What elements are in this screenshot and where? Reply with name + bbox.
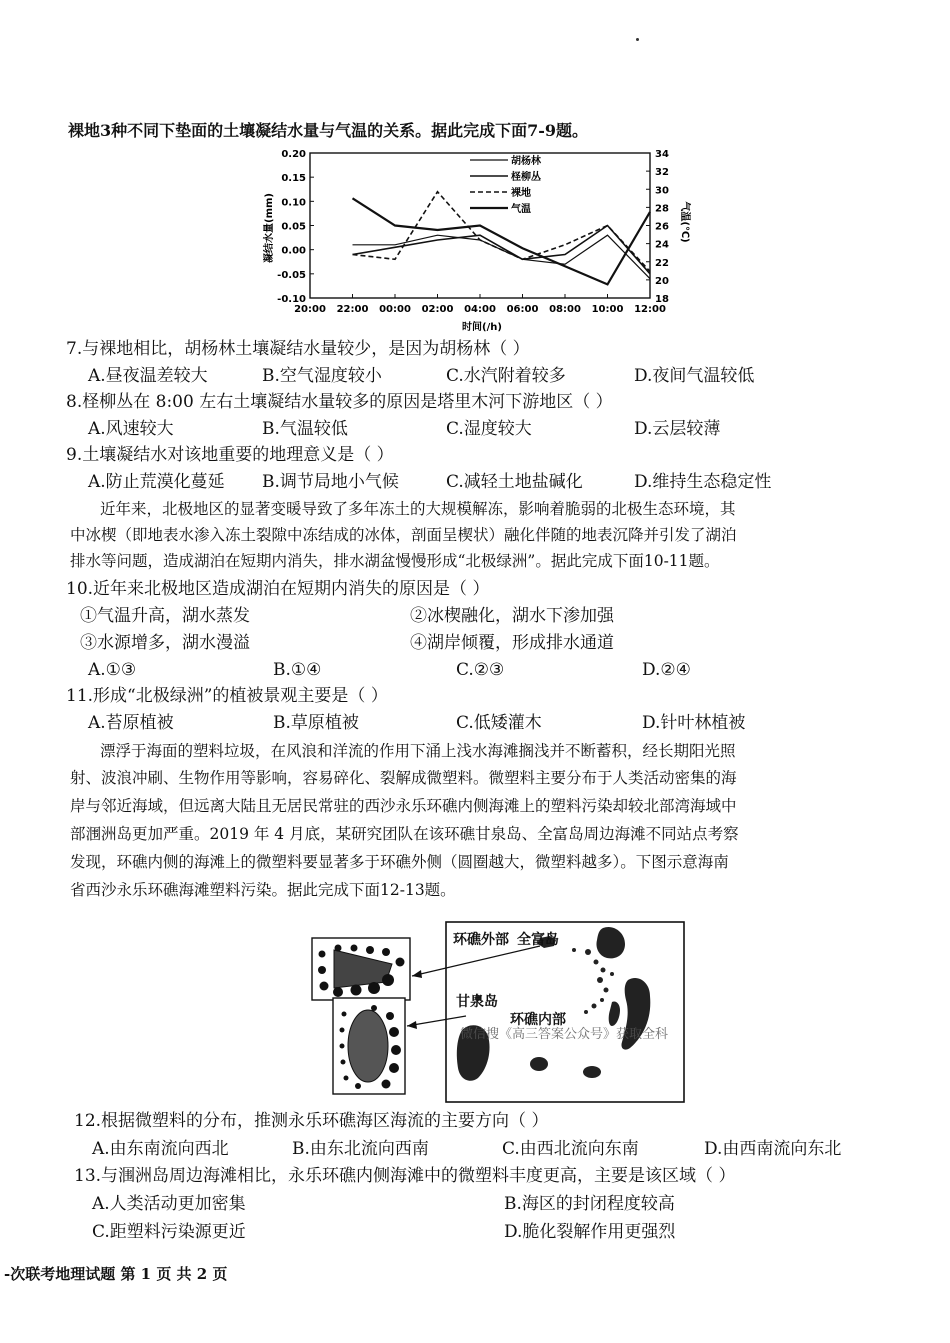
passage3-line2: 射、波浪冲刷、生物作用等影响，容易碎化、裂解成微塑料。微塑料主要分布于人类活动密集的海 [70,769,737,787]
q7-option-c[interactable]: C.水汽附着较多 [446,366,566,386]
series-line-胡杨林 [353,235,651,279]
x-tick-label: 12:00 [634,304,666,315]
y-left-tick-label: 0.20 [281,149,306,160]
q9-option-a[interactable]: A.防止荒漠化蔓延 [88,472,225,492]
condensation-chart [0,0,950,340]
atoll-map [0,910,950,1110]
q10-statement-1: ①气温升高，湖水蒸发 [80,606,250,626]
q11-option-d[interactable]: D.针叶林植被 [642,713,746,733]
label-inner-reef: 环礁内部 [510,1012,566,1028]
q8-option-c[interactable]: C.湿度较大 [446,419,532,439]
passage3-line5: 发现，环礁内侧的海滩上的微塑料要显著多于环礁外侧（圆圈越大，微塑料越多）。下图示意海南 [70,853,729,871]
q11-option-b[interactable]: B.草原植被 [273,713,359,733]
q8-option-a[interactable]: A.风速较大 [88,419,174,439]
atoll-south-islet-1 [530,1057,548,1071]
q10-statement-2: ②冰楔融化，湖水下渗加强 [410,606,614,626]
q10-option-d[interactable]: D.②④ [642,660,691,680]
page-footer: -次联考地理试题 第 1 页 共 2 页 [4,1265,228,1283]
inset-ganquan-island [348,1010,388,1082]
watermark: 微信搜《高三答案公众号》获取全科 [460,1027,669,1042]
q11-option-c[interactable]: C.低矮灌木 [456,713,542,733]
q10-option-a[interactable]: A.①③ [88,660,137,680]
label-outer-reef: 环礁外部 [453,932,509,948]
atoll-south-islet-2 [583,1066,601,1078]
q10-option-b[interactable]: B.①④ [273,660,322,680]
q10-stem: 10.近年来北极地区造成湖泊在短期内消失的原因是（ ） [66,579,490,599]
q11-option-a[interactable]: A.苔原植被 [88,713,174,733]
y-right-tick-label: 20 [655,275,669,287]
y-right-label: 气温(℃) [679,201,690,243]
y-right-tick-label: 18 [655,294,669,305]
x-tick-label: 04:00 [464,304,496,315]
label-quanfu-island: 全富岛 [517,932,559,948]
passage3-line3: 岸与邻近海域，但远离大陆且无居民常驻的西沙永乐环礁内侧海滩上的塑料污染却较北部湾海域中 [70,797,737,815]
q7-stem: 7.与裸地相比，胡杨林土壤凝结水量较少，是因为胡杨林（ ） [66,339,530,359]
x-tick-label: 10:00 [591,304,624,315]
y-right-tick-label: 24 [655,239,669,251]
passage3-line6: 省西沙永乐环礁海滩塑料污染。据此完成下面12-13题。 [70,881,456,899]
passage3-line4: 部涠洲岛更加严重。2019 年 4 月底，某研究团队在该环礁甘泉岛、全富岛周边海滩不同站点考察 [70,825,739,843]
legend-label: 胡杨林 [511,156,541,167]
q7-option-b[interactable]: B.空气湿度较小 [262,366,382,386]
x-tick-label: 08:00 [549,304,581,315]
q8-stem: 8.柽柳丛在 8:00 左右土壤凝结水量较多的原因是塔里木河下游地区（ ） [66,392,613,412]
x-tick-label: 00:00 [379,304,411,315]
series-line-气温 [353,198,651,284]
q8-option-b[interactable]: B.气温较低 [262,419,348,439]
legend-label: 柽柳丛 [511,172,541,183]
q9-stem: 9.土壤凝结水对该地重要的地理意义是（ ） [66,445,394,465]
y-left-tick-label: 0.10 [281,197,306,209]
y-right-tick-label: 30 [655,185,669,197]
passage2-line3: 排水等问题，造成湖泊在短期内消失，排水湖盆慢慢形成“北极绿洲”。据此完成下面10-11题。 [70,552,720,570]
y-left-tick-label: 0.05 [281,221,306,233]
q12-stem: 12.根据微塑料的分布，推测永乐环礁海区海流的主要方向（ ） [74,1111,549,1131]
y-left-tick-label: 0.00 [281,245,306,257]
y-right-tick-label: 22 [655,257,669,269]
legend-label: 裸地 [511,188,531,199]
q12-option-a[interactable]: A.由东南流向西北 [92,1139,229,1159]
q13-option-c[interactable]: C.距塑料污染源更近 [92,1222,246,1242]
x-tick-label: 06:00 [506,304,539,315]
y-left-tick-label: 0.15 [281,173,306,185]
q13-option-d[interactable]: D.脆化裂解作用更强烈 [504,1222,676,1242]
q12-option-b[interactable]: B.由东北流向西南 [292,1139,429,1159]
q12-option-c[interactable]: C.由西北流向东南 [502,1139,639,1159]
passage3-line1: 漂浮于海面的塑料垃圾，在风浪和洋流的作用下涌上浅水海滩搁浅并不断蓄积，经长期阳光照 [100,742,736,760]
y-right-tick-label: 32 [655,167,669,179]
legend-label: 气温 [511,204,531,215]
passage2-line2: 中冰楔（即地表水渗入冻土裂隙中冻结成的冰体，剖面呈楔状）融化伴随的地表沉降并引发了湖泊 [70,526,737,544]
q8-option-d[interactable]: D.云层较薄 [634,419,721,439]
q10-statement-3: ③水源增多，湖水漫溢 [80,633,250,653]
y-left-tick-label: -0.10 [277,294,306,305]
q11-stem: 11.形成“北极绿洲”的植被景观主要是（ ） [66,686,388,706]
q9-option-b[interactable]: B.调节局地小气候 [262,472,399,492]
y-right-tick-label: 34 [655,149,669,160]
x-tick-label: 02:00 [421,304,454,315]
q9-option-c[interactable]: C.减轻土地盐碱化 [446,472,583,492]
y-right-tick-label: 26 [655,221,669,233]
q10-option-c[interactable]: C.②③ [456,660,505,680]
y-left-label: 凝结水量(mm) [264,193,275,263]
x-tick-label: 20:00 [294,304,326,315]
y-left-tick-label: -0.05 [277,269,306,281]
q13-stem: 13.与涠洲岛周边海滩相比，永乐环礁内侧海滩中的微塑料丰度更高，主要是该区域（ ） [74,1166,736,1186]
q13-option-b[interactable]: B.海区的封闭程度较高 [504,1194,675,1214]
x-axis-label: 时间(/h) [462,322,502,333]
q10-statement-4: ④湖岸倾覆，形成排水通道 [410,633,614,653]
y-right-tick-label: 28 [655,203,669,215]
q13-option-a[interactable]: A.人类活动更加密集 [92,1194,246,1214]
q7-option-d[interactable]: D.夜间气温较低 [634,366,755,386]
label-ganquan-island: 甘泉岛 [456,994,498,1010]
q12-option-d[interactable]: D.由西南流向东北 [704,1139,842,1159]
passage2-line1: 近年来，北极地区的显著变暖导致了多年冻土的大规模解冻，影响着脆弱的北极生态环境，其 [100,500,736,518]
x-tick-label: 22:00 [336,304,369,315]
q9-option-d[interactable]: D.维持生态稳定性 [634,472,772,492]
series-line-裸地 [353,192,651,272]
q7-option-a[interactable]: A.昼夜温差较大 [88,366,208,386]
intro-line: 裸地3种不同下垫面的土壤凝结水量与气温的关系。据此完成下面7-9题。 [68,121,589,140]
